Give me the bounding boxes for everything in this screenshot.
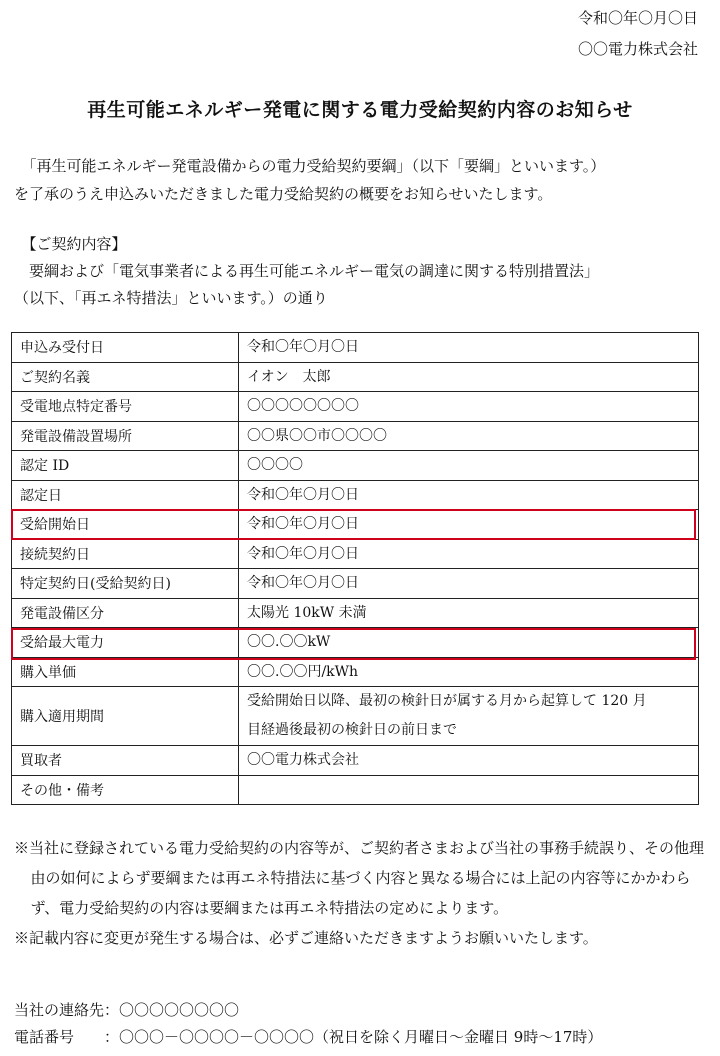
table-row [12,421,699,451]
table-row [12,746,699,776]
row-label: ご契約名義 [12,362,239,392]
row-value: 〇〇.〇〇円/kWh [239,657,699,687]
row-label: 認定 ID [12,451,239,481]
contract-line-2: （以下、「再エネ特措法」といいます。）の通り [14,289,328,307]
issuer-company: 〇〇電力株式会社 [577,40,698,58]
row-value-line: 受給開始日以降、最初の検針日が属する月から起算して 120 月 [247,693,647,709]
contract-table [11,332,699,805]
table-row [12,569,699,599]
row-value: 〇〇〇〇〇〇〇〇 [239,392,699,422]
note-change-request: ※記載内容に変更が発生する場合は、必ずご連絡いただきますようお願いいたします。 [14,929,598,947]
row-value [239,687,699,746]
document-title: 再生可能エネルギー発電に関する電力受給契約内容のお知らせ [87,99,633,121]
contract-heading: 【ご契約内容】 [14,235,127,253]
row-value: 令和〇年〇月〇日 [239,480,699,510]
row-value: 令和〇年〇月〇日 [239,569,699,599]
row-label: 受給開始日 [12,510,239,540]
table-row [12,598,699,628]
row-value: 令和〇年〇月〇日 [239,510,699,540]
table-row [12,362,699,392]
row-label: その他・備考 [12,775,239,805]
contract-line-1: 要綱および「電気事業者による再生可能エネルギー電気の調達に関する特別措置法」 [14,262,600,280]
intro-line-1: 「再生可能エネルギー発電設備からの電力受給契約要綱」（以下「要綱」といいます。） [14,157,606,175]
row-label: 購入単価 [12,657,239,687]
row-value: 〇〇〇〇 [239,451,699,481]
row-value: 太陽光 10kW 未満 [239,598,699,628]
table-row [12,539,699,569]
notes-section [14,833,704,953]
table-row [12,775,699,805]
table-row [12,392,699,422]
row-label: 買取者 [12,746,239,776]
row-value: 〇〇県〇〇市〇〇〇〇 [239,421,699,451]
row-label: 発電設備区分 [12,598,239,628]
table-row [12,480,699,510]
table-row [12,333,699,363]
row-value: 〇〇.〇〇kW [239,628,699,658]
row-value: 令和〇年〇月〇日 [239,539,699,569]
row-label: 認定日 [12,480,239,510]
table-row [12,628,699,658]
table-row [12,657,699,687]
contact-address: 当社の連絡先：〇〇〇〇〇〇〇〇 [14,1001,240,1019]
table-row [12,687,699,746]
row-value: イオン 太郎 [239,362,699,392]
row-label: 申込み受付日 [12,333,239,363]
table-row [12,510,699,540]
row-label: 購入適用期間 [12,687,239,746]
row-label: 受給最大電力 [12,628,239,658]
row-label: 接続契約日 [12,539,239,569]
row-value: 令和〇年〇月〇日 [239,333,699,363]
table-row [12,451,699,481]
row-value-line: 目経過後最初の検針日の前日まで [247,722,457,738]
row-label: 発電設備設置場所 [12,421,239,451]
contact-phone: 電話番号 ：〇〇〇－〇〇〇〇－〇〇〇〇（祝日を除く月曜日～金曜日 9時～17時） [14,1028,603,1046]
row-value: 〇〇電力株式会社 [239,746,699,776]
intro-line-2: を了承のうえ申込みいただきました電力受給契約の概要をお知らせいたします。 [14,185,553,203]
row-label: 特定契約日(受給契約日) [12,569,239,599]
row-label: 受電地点特定番号 [12,392,239,422]
row-value [239,775,699,805]
document-date: 令和〇年〇月〇日 [577,9,698,27]
note-discrepancy: ※当社に登録されている電力受給契約の内容等が、ご契約者さまおよび当社の事務手続誤り、その他理由の如何によらず要綱または再エネ特措法に基づく内容と異なる場合には上記の内容等にかかわらず、電力受給契約の内容は要綱または再エネ特措法の定めによります。 [14,839,705,917]
